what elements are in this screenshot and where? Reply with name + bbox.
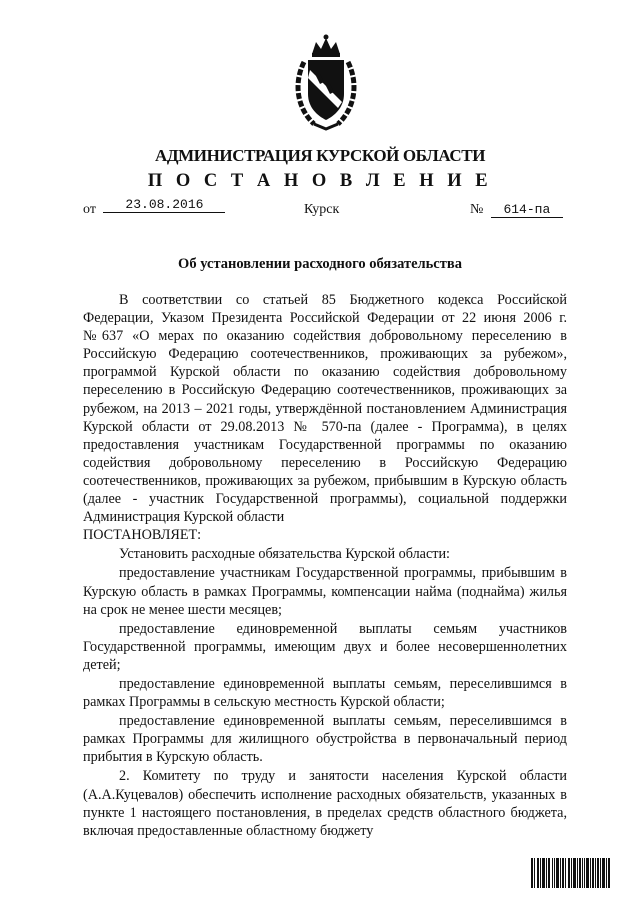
barcode-icon bbox=[531, 858, 611, 888]
body-paragraph: Установить расходные обязательства Курской области: bbox=[119, 546, 450, 563]
body-paragraph: предоставление единовременной выплаты семьям, переселившимся в рамках Программы в сельскую местность Курской области; bbox=[83, 675, 567, 711]
document-number: 614-па bbox=[491, 202, 563, 218]
body-paragraph: предоставление единовременной выплаты семьям участников Государственной программы, имеющим двух и более несовершеннолетних детей; bbox=[83, 620, 567, 673]
document-body bbox=[83, 291, 567, 840]
city-label: Курск bbox=[304, 202, 340, 217]
document-subject: Об установлении расходного обязательства bbox=[178, 256, 462, 272]
date-prefix: от bbox=[83, 202, 96, 217]
body-paragraph: 2. Комитету по труду и занятости населения Курской области (А.А.Куцевалов) обеспечить исполнение расходных обязательств, указанных в пункте 1 настоящего постановления, в пределах средств областного бюджета, включая предоставленные областному бюджету bbox=[83, 768, 567, 839]
body-paragraph: ПОСТАНОВЛЯЕТ: bbox=[83, 527, 202, 544]
document-type-title: П О С Т А Н О В Л Е Н И Е bbox=[147, 171, 493, 191]
number-prefix: № bbox=[470, 202, 484, 217]
number-block bbox=[470, 202, 563, 218]
body-paragraph: предоставление единовременной выплаты семьям, переселившимся в рамках Программы для жилищного обустройства в первоначальный период прибытия в Курскую область. bbox=[83, 713, 567, 766]
coat-of-arms-icon bbox=[290, 32, 362, 132]
document-date: 23.08.2016 bbox=[103, 197, 225, 213]
body-paragraph: В соответствии со статьей 85 Бюджетного кодекса Российской Федерации, Указом Президента Российской Федерации от 22 июня 2006 г. №637 «О мерах по оказанию содействия добровольному переселению в Российскую Федерацию соотечественников, проживающих за рубежом», программой Курской области по оказанию содействия добровольному переселению в Российскую Федерацию соотечественников, проживающих за рубежом, на 2013 – 2021 годы, утверждённой постановлением Администрация Курской области от 29.08.2013 № 570-па (далее - Программа), в целях предоставления участникам Государственной программы по оказанию содействия добровольному переселению в Российскую Федерацию соотечественников, проживающих за рубежом, прибывшим в Курскую область (далее - участник Государственной программы), социальной поддержки Администрация Курской области bbox=[83, 292, 567, 526]
body-paragraph: предоставление участникам Государственной программы, прибывшим в Курскую область в рамках Программы, компенсации найма (поднайма) жилья на срок не менее шести месяцев; bbox=[83, 565, 567, 618]
organization-title: АДМИНИСТРАЦИЯ КУРСКОЙ ОБЛАСТИ bbox=[154, 146, 486, 165]
date-block bbox=[83, 197, 225, 218]
